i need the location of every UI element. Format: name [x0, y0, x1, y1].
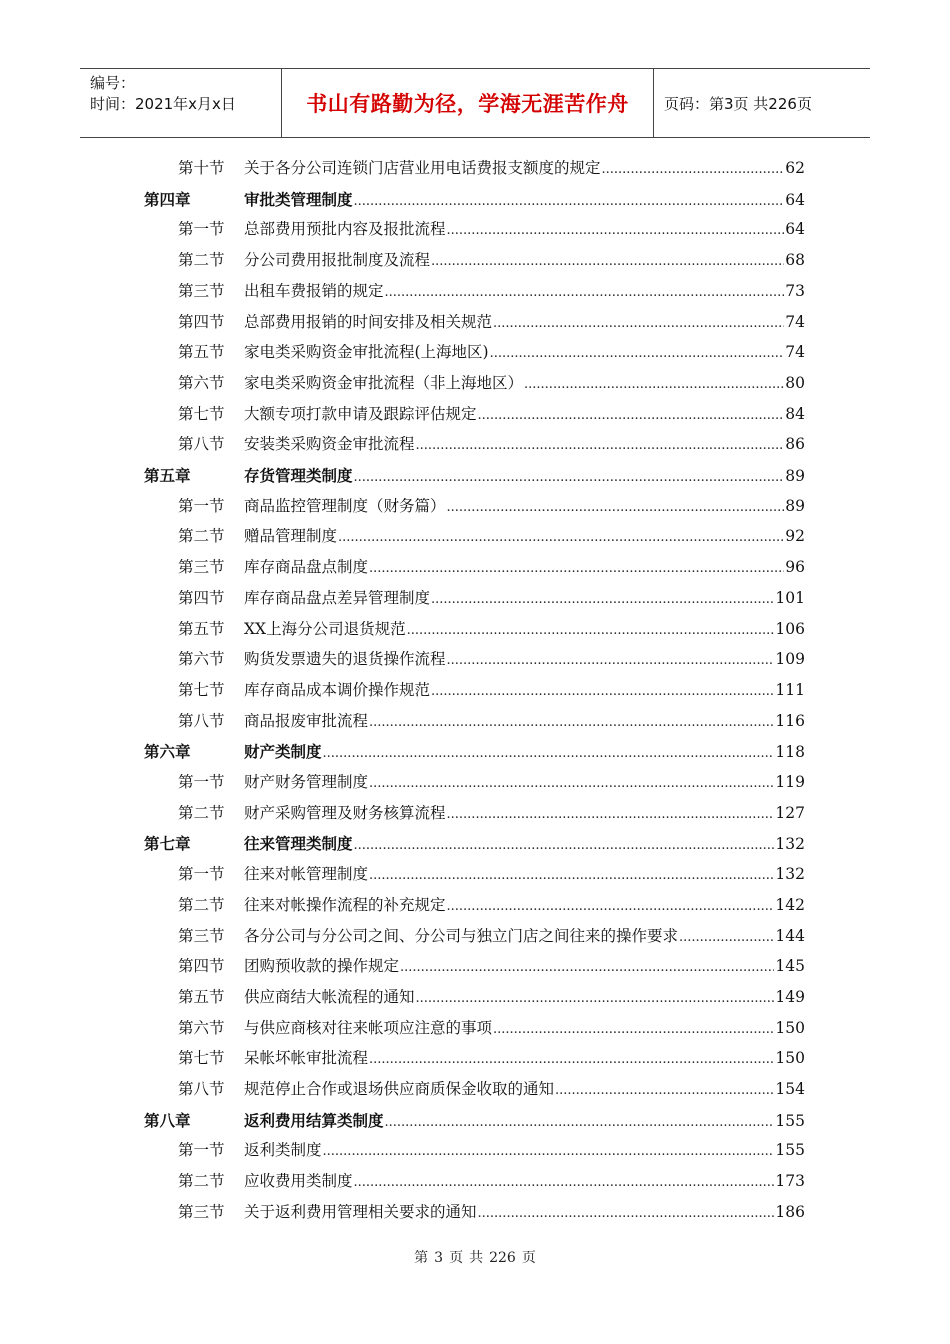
toc-number: 第六节 [178, 373, 225, 392]
toc-page-number: 106 [775, 619, 805, 638]
toc-number: 第三节 [178, 558, 225, 577]
dot-leader [493, 308, 784, 339]
toc-number: 第一节 [178, 220, 225, 239]
toc-page-number: 173 [775, 1172, 805, 1191]
toc-section-row[interactable] [0, 1043, 950, 1074]
toc-number: 第七节 [178, 680, 225, 699]
dot-leader [354, 1167, 775, 1198]
toc-page-number: 92 [785, 527, 805, 546]
toc-entry [244, 307, 805, 339]
toc-section-row[interactable] [0, 368, 950, 399]
dot-leader [323, 1136, 775, 1167]
toc-page-number: 142 [775, 895, 805, 914]
toc-page-number: 127 [775, 803, 805, 822]
toc-section-row[interactable] [0, 706, 950, 737]
toc-number: 第八节 [178, 711, 225, 730]
serial-label: 编号： [90, 74, 136, 92]
toc-number: 第四节 [178, 312, 225, 331]
toc-title: 家电类采购资金审批流程（非上海地区） [244, 373, 524, 392]
toc-section-row[interactable] [0, 1135, 950, 1166]
toc-entry [244, 552, 805, 584]
toc-page-number: 109 [775, 650, 805, 669]
toc-section-row[interactable] [0, 982, 950, 1013]
toc-entry [244, 460, 805, 493]
toc-section-row[interactable] [0, 859, 950, 890]
toc-chapter-row[interactable] [0, 184, 950, 215]
toc-entry [244, 1135, 805, 1167]
toc-page-number: 74 [785, 343, 805, 362]
toc-entry [244, 828, 805, 861]
dot-leader [385, 277, 785, 308]
dot-leader [447, 645, 775, 676]
toc-title: 返利类制度 [244, 1141, 322, 1160]
toc-page-number: 74 [785, 312, 805, 331]
toc-number: 第八节 [178, 435, 225, 454]
page-footer [0, 1247, 950, 1267]
footer-gong: 共 [469, 1250, 484, 1266]
toc-section-row[interactable] [0, 399, 950, 430]
toc-page-number: 145 [775, 957, 805, 976]
toc-number: 第五节 [178, 343, 225, 362]
toc-page-number: 119 [775, 773, 805, 791]
toc-number: 第八节 [178, 1080, 225, 1098]
toc-page-number: 132 [775, 865, 805, 884]
toc-entry [244, 245, 805, 277]
date-label: 时间：2021年x月x日 [90, 95, 236, 113]
toc-page-number: 144 [775, 926, 805, 945]
toc-section-row[interactable] [0, 583, 950, 614]
toc-number: 第十节 [178, 159, 225, 177]
toc-page-number: 150 [775, 1049, 805, 1068]
toc-title: 供应商结大帐流程的通知 [244, 987, 415, 1006]
page-header [80, 68, 870, 138]
dot-leader [354, 462, 785, 493]
toc-section-row[interactable] [0, 552, 950, 583]
toc-number: 第五章 [144, 466, 191, 485]
toc-entry [244, 276, 805, 308]
toc-section-row[interactable] [0, 1197, 950, 1228]
toc-title: 财产采购管理及财务核算流程 [244, 803, 446, 822]
toc-number: 第一节 [178, 1141, 225, 1160]
dot-leader [338, 522, 784, 553]
toc-section-row[interactable] [0, 153, 950, 184]
toc-section-row[interactable] [0, 614, 950, 645]
toc-number: 第三节 [178, 281, 225, 300]
dot-leader [524, 369, 784, 400]
toc-entry [244, 1166, 805, 1198]
toc-page-number: 155 [775, 1141, 805, 1160]
toc-chapter-row[interactable] [0, 736, 950, 767]
toc-section-row[interactable] [0, 767, 950, 798]
toc-section-row[interactable] [0, 245, 950, 276]
toc-entry [244, 675, 805, 707]
dot-leader [679, 922, 774, 953]
toc-title: 家电类采购资金审批流程(上海地区) [244, 343, 489, 362]
toc-section-row[interactable] [0, 890, 950, 921]
toc-title: 关于各分公司连锁门店营业用电话费报支额度的规定 [244, 159, 601, 177]
toc-title: 库存商品盘点差异管理制度 [244, 588, 431, 607]
toc-page-number: 64 [785, 190, 805, 209]
toc-title: 购货发票遗失的退货操作流程 [244, 650, 446, 669]
toc-title: 库存商品成本调价操作规范 [244, 680, 431, 699]
toc-title: 分公司费用报批制度及流程 [244, 251, 431, 270]
toc-page-number: 62 [785, 159, 805, 177]
toc-number: 第七节 [178, 1049, 225, 1068]
toc-chapter-row[interactable] [0, 828, 950, 859]
toc-chapter-row[interactable] [0, 1105, 950, 1136]
toc-title: 赠品管理制度 [244, 527, 338, 546]
toc-title: 返利费用结算类制度 [244, 1110, 384, 1130]
dot-leader [416, 983, 775, 1014]
toc-chapter-row[interactable] [0, 460, 950, 491]
toc-section-row[interactable] [0, 1074, 950, 1105]
toc-number: 第二节 [178, 803, 225, 822]
toc-entry [244, 859, 805, 891]
toc-title: 总部费用报销的时间安排及相关规范 [244, 312, 493, 331]
toc-entry [244, 614, 805, 646]
toc-section-row[interactable] [0, 1166, 950, 1197]
toc-section-row[interactable] [0, 337, 950, 368]
toc-number: 第四节 [178, 588, 225, 607]
dot-leader [447, 799, 775, 830]
toc-title: XX上海分公司退货规范 [244, 619, 406, 638]
dot-leader [602, 154, 785, 185]
toc-title: 财产财务管理制度 [244, 773, 369, 791]
toc-page-number: 89 [785, 467, 805, 485]
toc-title: 呆帐坏帐审批流程 [244, 1049, 369, 1068]
dot-leader [400, 952, 774, 983]
toc-entry [244, 644, 805, 676]
toc-entry [244, 1105, 805, 1138]
toc-title: 存货管理类制度 [244, 466, 353, 485]
dot-leader [354, 830, 775, 861]
toc-page-number: 116 [775, 711, 805, 730]
toc-number: 第二节 [178, 527, 225, 546]
dot-leader [447, 891, 775, 922]
toc-number: 第一节 [178, 496, 225, 515]
dot-leader [431, 246, 784, 277]
toc-title: 各分公司与分公司之间、分公司与独立门店之间往来的操作要求 [244, 926, 679, 945]
toc-title: 库存商品盘点制度 [244, 558, 369, 577]
toc-section-row[interactable] [0, 798, 950, 829]
footer-total-pages: 226 [489, 1250, 516, 1266]
toc-section-row[interactable] [0, 491, 950, 522]
toc-title: 往来管理类制度 [244, 834, 353, 854]
toc-title: 出租车费报销的规定 [244, 281, 384, 300]
footer-ye2: 页 [521, 1250, 536, 1266]
toc-title: 规范停止合作或退场供应商质保金收取的通知 [244, 1080, 555, 1098]
dot-leader [369, 707, 774, 738]
toc-page-number: 101 [775, 588, 805, 607]
footer-ye: 页 [449, 1250, 464, 1266]
footer-current-page: 3 [434, 1250, 444, 1266]
toc-number: 第五节 [178, 619, 225, 638]
dot-leader [385, 1107, 775, 1138]
toc-title: 往来对帐操作流程的补充规定 [244, 895, 446, 914]
dot-leader [369, 860, 774, 891]
dot-leader [555, 1075, 774, 1106]
toc-number: 第五节 [178, 987, 225, 1006]
toc-title: 大额专项打款申请及跟踪评估规定 [244, 404, 477, 423]
dot-leader [416, 430, 785, 461]
dot-leader [369, 768, 774, 799]
toc-number: 第三节 [178, 1202, 225, 1221]
toc-page-number: 186 [775, 1202, 805, 1221]
toc-number: 第一节 [178, 773, 225, 791]
toc-number: 第三节 [178, 926, 225, 945]
toc-title: 与供应商核对往来帐项应注意的事项 [244, 1018, 493, 1037]
toc-entry [244, 399, 805, 431]
toc-section-row[interactable] [0, 429, 950, 460]
toc-number: 第二节 [178, 1172, 225, 1191]
toc-entry [244, 798, 805, 830]
dot-leader [407, 615, 775, 646]
toc-section-row[interactable] [0, 951, 950, 982]
toc-section-row[interactable] [0, 921, 950, 952]
dot-leader [493, 1014, 774, 1045]
toc-page-number: 150 [775, 1018, 805, 1037]
toc-entry [244, 1197, 805, 1229]
toc-section-row[interactable] [0, 521, 950, 552]
toc-entry [244, 951, 805, 983]
dot-leader [431, 676, 774, 707]
toc-entry [244, 153, 805, 185]
toc-page-number: 89 [785, 496, 805, 515]
header-page-info: 页码：第3页 共226页 [664, 94, 812, 113]
toc-number: 第八章 [144, 1110, 191, 1130]
toc-section-row[interactable] [0, 214, 950, 245]
toc-entry [244, 368, 805, 400]
toc-section-row[interactable] [0, 307, 950, 338]
toc-entry [244, 583, 805, 615]
toc-page-number: 86 [785, 435, 805, 454]
toc-number: 第六节 [178, 650, 225, 669]
toc-entry [244, 214, 805, 246]
toc-entry [244, 491, 805, 523]
toc-section-row[interactable] [0, 644, 950, 675]
toc-entry [244, 184, 805, 217]
toc-page-number: 68 [785, 251, 805, 270]
dot-leader [447, 215, 785, 246]
toc-title: 审批类管理制度 [244, 189, 353, 209]
toc-page-number: 149 [775, 987, 805, 1006]
toc-number: 第六章 [144, 742, 191, 762]
toc-title: 商品报废审批流程 [244, 711, 369, 730]
toc-entry [244, 429, 805, 461]
header-motto: 书山有路勤为径，学海无涯苦作舟 [281, 69, 654, 137]
toc-section-row[interactable] [0, 276, 950, 307]
toc-title: 商品监控管理制度（财务篇） [244, 496, 446, 515]
dot-leader [323, 738, 775, 769]
toc-page-number: 84 [785, 404, 805, 423]
toc-page-number: 80 [785, 373, 805, 392]
toc-number: 第七节 [178, 404, 225, 423]
toc-entry [244, 521, 805, 553]
toc-page-number: 96 [785, 558, 805, 577]
toc-entry [244, 921, 805, 953]
toc-number: 第四节 [178, 957, 225, 976]
header-meta [80, 69, 281, 137]
toc-section-row[interactable] [0, 1013, 950, 1044]
toc-title: 团购预收款的操作规定 [244, 957, 400, 976]
dot-leader [447, 492, 785, 523]
dot-leader [478, 400, 785, 431]
dot-leader [490, 338, 785, 369]
dot-leader [354, 186, 785, 217]
toc-page-number: 132 [775, 835, 805, 854]
toc-entry [244, 337, 805, 369]
toc-entry [244, 736, 805, 769]
dot-leader [369, 553, 784, 584]
footer-di: 第 [414, 1250, 429, 1266]
toc-title: 应收费用类制度 [244, 1172, 353, 1191]
toc-page-number: 111 [775, 680, 805, 699]
toc-page-number: 155 [775, 1111, 805, 1130]
toc-number: 第七章 [144, 834, 191, 854]
toc-page-number: 154 [775, 1080, 805, 1098]
dot-leader [369, 1044, 774, 1075]
toc-page-number: 118 [775, 743, 805, 762]
dot-leader [478, 1198, 775, 1229]
toc-section-row[interactable] [0, 675, 950, 706]
toc-number: 第二节 [178, 895, 225, 914]
dot-leader [431, 584, 774, 615]
toc-title: 安装类采购资金审批流程 [244, 435, 415, 454]
toc-page-number: 73 [785, 281, 805, 300]
toc-page-number: 64 [785, 220, 805, 239]
toc-number: 第二节 [178, 251, 225, 270]
toc-title: 财产类制度 [244, 742, 322, 762]
toc-title: 关于返利费用管理相关要求的通知 [244, 1202, 477, 1221]
toc-entry [244, 767, 805, 799]
toc-entry [244, 890, 805, 922]
toc-entry [244, 706, 805, 738]
toc-number: 第六节 [178, 1018, 225, 1037]
toc-number: 第四章 [144, 189, 191, 209]
toc-entry [244, 1074, 805, 1106]
toc-entry [244, 982, 805, 1014]
toc-title: 往来对帐管理制度 [244, 865, 369, 884]
toc-entry [244, 1013, 805, 1045]
toc-title: 总部费用预批内容及报批流程 [244, 220, 446, 239]
toc-entry [244, 1043, 805, 1075]
toc-number: 第一节 [178, 865, 225, 884]
